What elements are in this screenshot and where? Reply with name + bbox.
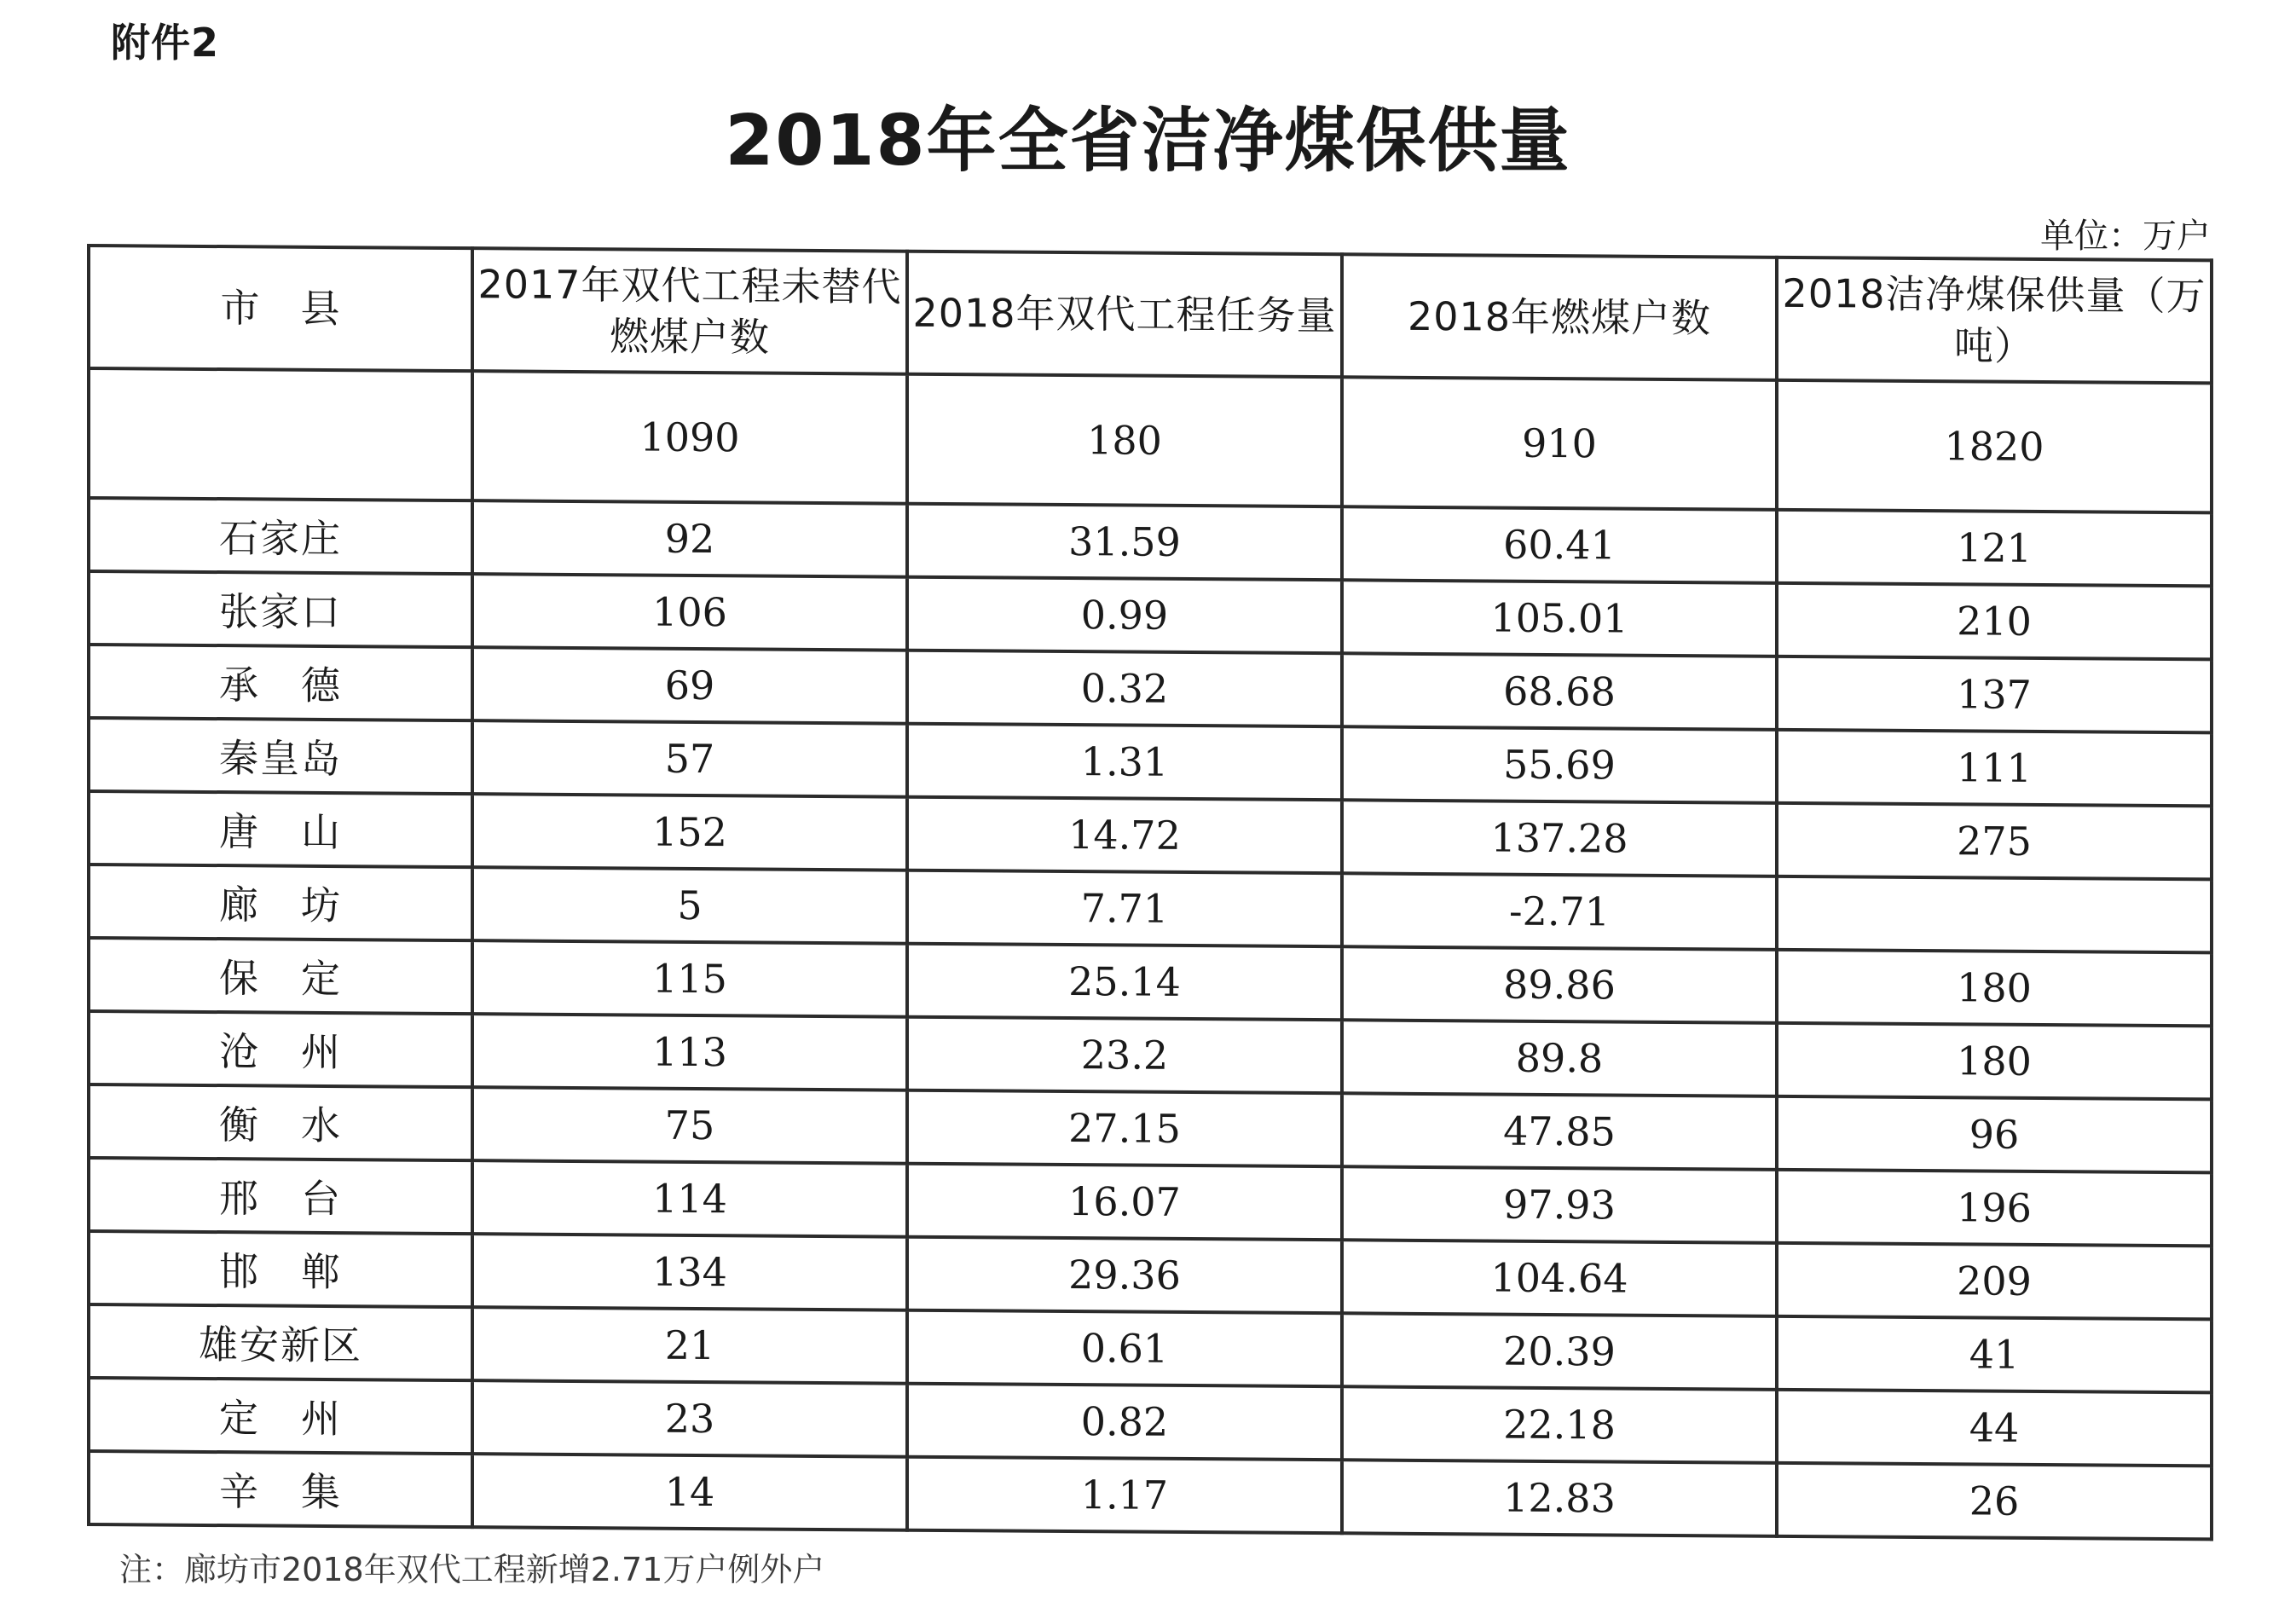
value-cell: 20.39 <box>1342 1313 1777 1390</box>
value-cell: 104.64 <box>1342 1240 1777 1316</box>
value-cell: 57 <box>472 720 907 797</box>
total-cell: 910 <box>1342 377 1777 510</box>
document-title: 2018年全省洁净煤保供量 <box>725 101 1571 182</box>
attachment-label: 附件2 <box>111 20 220 66</box>
value-cell: 196 <box>1777 1170 2212 1246</box>
value-cell: 152 <box>472 794 907 870</box>
header-2018-clean-coal-supply: 2018洁净煤保供量（万吨） <box>1777 257 2212 384</box>
supply-table-wrapper <box>87 244 2210 1541</box>
city-name-cell: 廊 坊 <box>89 865 472 940</box>
header-2018-task: 2018年双代工程任务量 <box>907 252 1342 378</box>
city-name-cell: 雄安新区 <box>89 1304 472 1380</box>
city-name-cell: 邢 台 <box>89 1158 472 1234</box>
value-cell: 97.93 <box>1342 1166 1777 1243</box>
total-row <box>89 368 2212 512</box>
value-cell: 14.72 <box>907 797 1342 874</box>
city-name-cell: 邯 郸 <box>89 1231 472 1307</box>
value-cell: 111 <box>1777 730 2212 807</box>
value-cell: 7.71 <box>907 870 1342 947</box>
value-cell: 134 <box>472 1234 907 1310</box>
value-cell: 12.83 <box>1342 1460 1777 1536</box>
city-name-cell: 定 州 <box>89 1378 472 1454</box>
value-cell: 113 <box>472 1014 907 1090</box>
value-cell: 115 <box>472 940 907 1017</box>
value-cell: 96 <box>1777 1096 2212 1173</box>
value-cell: 23.2 <box>907 1017 1342 1094</box>
value-cell: 0.99 <box>907 577 1342 654</box>
value-cell: 26 <box>1777 1463 2212 1540</box>
value-cell: 0.32 <box>907 651 1342 727</box>
value-cell: 44 <box>1777 1390 2212 1466</box>
value-cell: 75 <box>472 1087 907 1164</box>
total-cell: 1090 <box>472 371 907 504</box>
value-cell <box>1777 876 2212 953</box>
city-name-cell: 秦皇岛 <box>89 718 472 794</box>
city-name-cell: 衡 水 <box>89 1084 472 1160</box>
value-cell: 27.15 <box>907 1090 1342 1167</box>
value-cell: 137 <box>1777 656 2212 733</box>
supply-table <box>87 244 2213 1541</box>
value-cell: 16.07 <box>907 1164 1342 1241</box>
city-name-cell: 张家口 <box>89 571 472 647</box>
value-cell: 23 <box>472 1380 907 1457</box>
value-cell: 29.36 <box>907 1237 1342 1314</box>
total-cell <box>89 368 472 500</box>
value-cell: 5 <box>472 867 907 944</box>
total-cell: 1820 <box>1777 380 2212 513</box>
value-cell: 210 <box>1777 583 2212 660</box>
city-name-cell: 保 定 <box>89 938 472 1014</box>
header-2018-coal-households: 2018年燃煤户数 <box>1342 254 1777 380</box>
value-cell: 55.69 <box>1342 726 1777 803</box>
value-cell: 60.41 <box>1342 506 1777 583</box>
header-2017-unreplaced: 2017年双代工程未替代燃煤户数 <box>472 248 907 374</box>
city-name-cell: 唐 山 <box>89 791 472 867</box>
value-cell: 68.68 <box>1342 653 1777 730</box>
city-name-cell: 石家庄 <box>89 498 472 574</box>
value-cell: 180 <box>1777 1023 2212 1100</box>
value-cell: 41 <box>1777 1316 2212 1393</box>
table-row <box>89 1451 2212 1539</box>
value-cell: 92 <box>472 500 907 577</box>
value-cell: 25.14 <box>907 944 1342 1021</box>
city-name-cell: 沧 州 <box>89 1011 472 1087</box>
header-city: 市 县 <box>89 246 472 371</box>
value-cell: 180 <box>1777 950 2212 1027</box>
value-cell: 89.86 <box>1342 946 1777 1023</box>
value-cell: 89.8 <box>1342 1020 1777 1096</box>
total-cell: 180 <box>907 374 1342 507</box>
value-cell: 105.01 <box>1342 580 1777 656</box>
unit-label: 单位：万户 <box>2040 217 2211 256</box>
city-name-cell: 辛 集 <box>89 1451 472 1527</box>
value-cell: 209 <box>1777 1243 2212 1320</box>
table-header-row <box>89 246 2212 383</box>
value-cell: 21 <box>472 1307 907 1384</box>
value-cell: 106 <box>472 574 907 651</box>
value-cell: 47.85 <box>1342 1093 1777 1170</box>
value-cell: 114 <box>472 1160 907 1237</box>
value-cell: 22.18 <box>1342 1386 1777 1463</box>
value-cell: 1.31 <box>907 724 1342 801</box>
value-cell: 31.59 <box>907 504 1342 581</box>
value-cell: 137.28 <box>1342 800 1777 876</box>
value-cell: 275 <box>1777 803 2212 880</box>
value-cell: 121 <box>1777 510 2212 587</box>
footnote: 注：廊坊市2018年双代工程新增2.71万户例外户 <box>119 1551 825 1588</box>
value-cell: -2.71 <box>1342 873 1777 950</box>
city-name-cell: 承 德 <box>89 645 472 720</box>
value-cell: 14 <box>472 1454 907 1530</box>
value-cell: 0.61 <box>907 1310 1342 1387</box>
value-cell: 69 <box>472 647 907 724</box>
value-cell: 1.17 <box>907 1457 1342 1534</box>
value-cell: 0.82 <box>907 1384 1342 1460</box>
